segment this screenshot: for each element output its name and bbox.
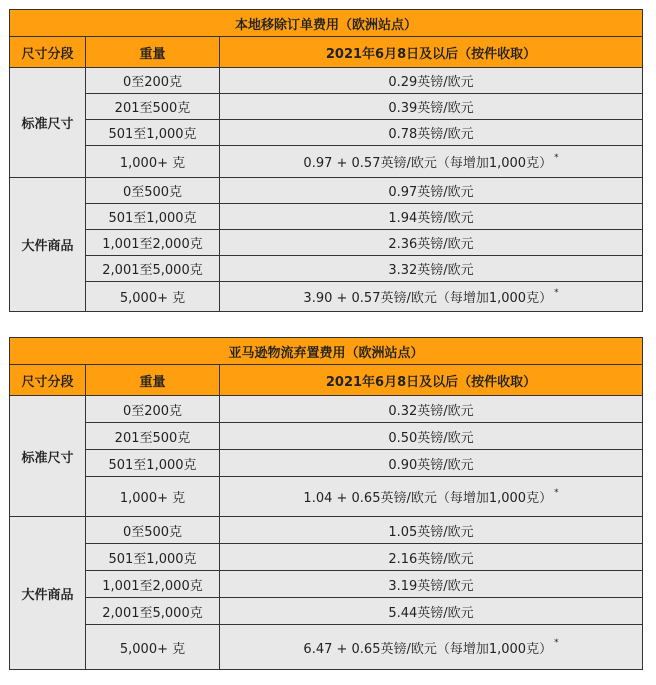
fee-value: 0.97 + 0.57英镑/欧元（每增加1,000克） — [303, 156, 553, 171]
table-row — [10, 598, 643, 625]
removal-fee-table — [9, 9, 643, 312]
fee-value: 0.90英镑/欧元 — [388, 457, 474, 473]
table-row — [10, 625, 643, 670]
table-row — [10, 204, 643, 230]
weight-cell: 0至200克 — [86, 68, 220, 94]
fee-value: 0.97英镑/欧元 — [388, 185, 474, 200]
header-size-tier: 尺寸分段 — [10, 37, 86, 68]
weight-cell: 501至1,000克 — [86, 450, 220, 477]
weight-cell: 1,000+ 克 — [86, 477, 220, 517]
header-fee: 2021年6月8日及以后（按件收取） — [220, 37, 643, 68]
disposal-fee-table — [9, 337, 643, 670]
fee-value: 3.90 + 0.57英镑/欧元（每增加1,000克） — [303, 291, 553, 306]
table-row — [10, 178, 643, 204]
footnote-marker: * — [554, 638, 559, 649]
table-header-row — [10, 365, 643, 396]
weight-cell: 5,000+ 克 — [86, 282, 220, 312]
fee-cell — [220, 204, 643, 230]
weight-cell: 5,000+ 克 — [86, 625, 220, 670]
fee-cell — [220, 396, 643, 423]
fee-value: 5.44英镑/欧元 — [388, 605, 474, 621]
size-tier-cell: 标准尺寸 — [10, 396, 86, 517]
fee-cell — [220, 571, 643, 598]
table-row — [10, 477, 643, 517]
fee-cell — [220, 477, 643, 517]
table-title: 本地移除订单费用（欧洲站点） — [10, 10, 643, 37]
table-row — [10, 450, 643, 477]
weight-cell: 2,001至5,000克 — [86, 598, 220, 625]
fee-cell — [220, 544, 643, 571]
fee-value: 1.94英镑/欧元 — [388, 211, 474, 226]
fee-value: 0.29英镑/欧元 — [388, 75, 474, 90]
fee-cell — [220, 598, 643, 625]
table-row — [10, 94, 643, 120]
fee-cell — [220, 146, 643, 178]
fee-value: 1.04 + 0.65英镑/欧元（每增加1,000克） — [303, 491, 553, 506]
fee-cell — [220, 450, 643, 477]
table-row — [10, 68, 643, 94]
weight-cell: 0至500克 — [86, 517, 220, 544]
footnote-marker: * — [554, 287, 559, 298]
table-title-row — [10, 10, 643, 37]
table-row — [10, 396, 643, 423]
table-row — [10, 120, 643, 146]
weight-cell: 201至500克 — [86, 423, 220, 450]
size-tier-cell: 标准尺寸 — [10, 68, 86, 178]
footnote-marker: * — [554, 152, 559, 163]
table-row — [10, 423, 643, 450]
table-row — [10, 230, 643, 256]
weight-cell: 1,001至2,000克 — [86, 571, 220, 598]
fee-value: 6.47 + 0.65英镑/欧元（每增加1,000克） — [303, 641, 553, 657]
fee-cell — [220, 282, 643, 312]
weight-cell: 501至1,000克 — [86, 544, 220, 571]
fee-cell — [220, 68, 643, 94]
fee-value: 3.32英镑/欧元 — [388, 263, 474, 278]
fee-value: 3.19英镑/欧元 — [388, 578, 474, 594]
table-header-row — [10, 37, 643, 68]
header-weight: 重量 — [86, 37, 220, 68]
table-title-row — [10, 338, 643, 365]
fee-cell — [220, 517, 643, 544]
weight-cell: 2,001至5,000克 — [86, 256, 220, 282]
header-fee: 2021年6月8日及以后（按件收取） — [220, 365, 643, 396]
weight-cell: 201至500克 — [86, 94, 220, 120]
weight-cell: 0至500克 — [86, 178, 220, 204]
table-row — [10, 544, 643, 571]
fee-cell — [220, 120, 643, 146]
fee-value: 0.78英镑/欧元 — [388, 127, 474, 142]
fee-value: 2.36英镑/欧元 — [388, 237, 474, 252]
fee-value: 0.50英镑/欧元 — [388, 430, 474, 446]
weight-cell: 1,001至2,000克 — [86, 230, 220, 256]
fee-value: 1.05英镑/欧元 — [388, 524, 474, 540]
weight-cell: 501至1,000克 — [86, 120, 220, 146]
table-title: 亚马逊物流弃置费用（欧洲站点） — [10, 338, 643, 365]
weight-cell: 0至200克 — [86, 396, 220, 423]
fee-cell — [220, 423, 643, 450]
size-tier-cell: 大件商品 — [10, 517, 86, 670]
fee-cell — [220, 625, 643, 670]
header-weight: 重量 — [86, 365, 220, 396]
table-row — [10, 571, 643, 598]
weight-cell: 1,000+ 克 — [86, 146, 220, 178]
size-tier-cell: 大件商品 — [10, 178, 86, 312]
header-size-tier: 尺寸分段 — [10, 365, 86, 396]
fee-cell — [220, 94, 643, 120]
table-row — [10, 517, 643, 544]
weight-cell: 501至1,000克 — [86, 204, 220, 230]
fee-value: 0.32英镑/欧元 — [388, 403, 474, 419]
fee-cell — [220, 230, 643, 256]
fee-cell — [220, 178, 643, 204]
table-row — [10, 146, 643, 178]
table-row — [10, 256, 643, 282]
table-row — [10, 282, 643, 312]
fee-cell — [220, 256, 643, 282]
fee-value: 2.16英镑/欧元 — [388, 551, 474, 567]
footnote-marker: * — [554, 487, 559, 498]
fee-value: 0.39英镑/欧元 — [388, 101, 474, 116]
